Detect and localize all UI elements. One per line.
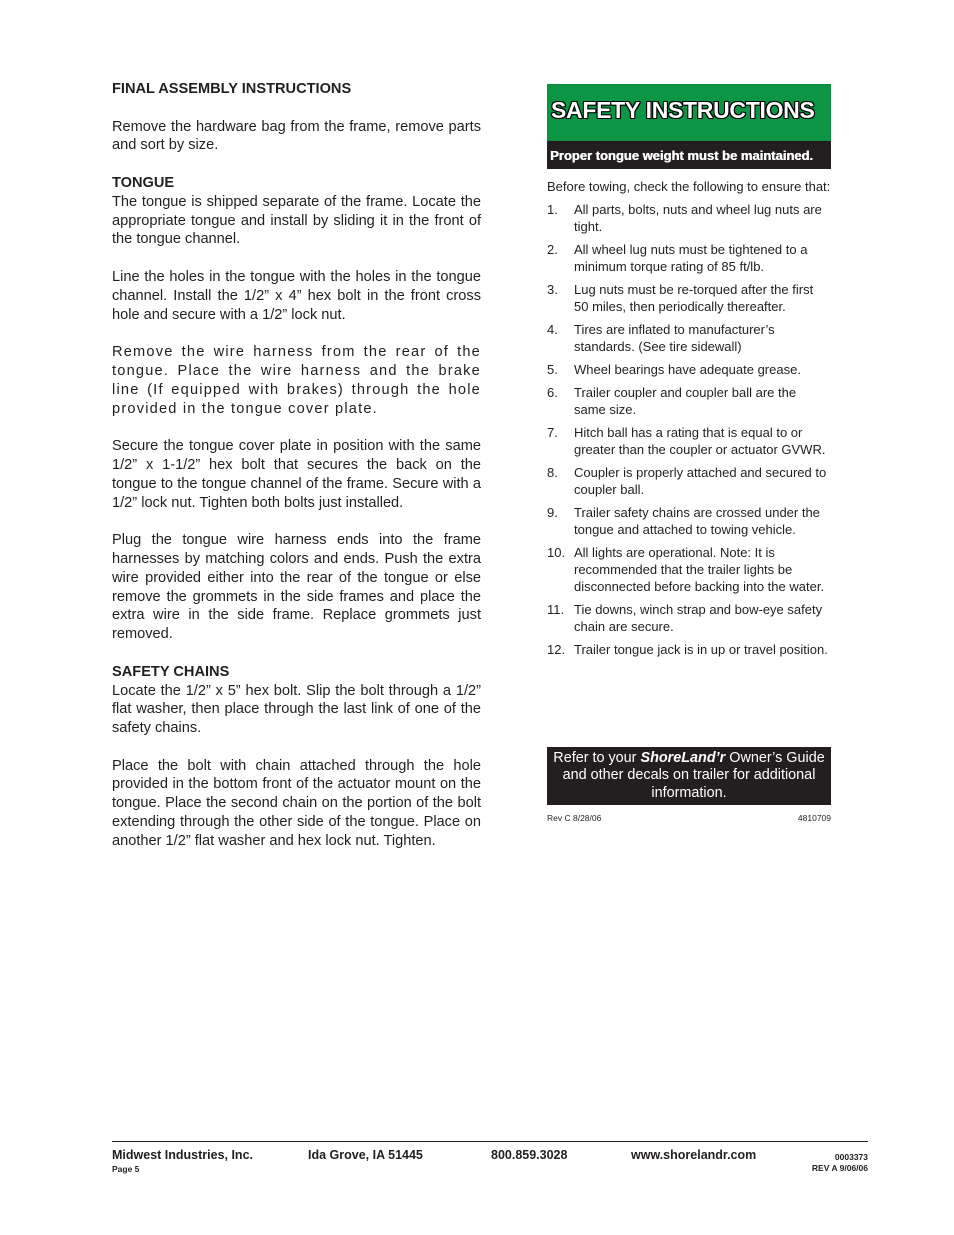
safety-check-item (547, 504, 831, 538)
check-number: 12. (547, 642, 566, 657)
hardware-paragraph: Remove the hardware bag from the frame, remove parts and sort by size. (112, 118, 481, 154)
check-number: 2. (547, 242, 558, 257)
safety-checklist (547, 201, 831, 658)
safety-check-item (547, 321, 831, 355)
document-revision: REV A 9/06/06 (811, 1162, 868, 1173)
refer-suffix: Owner’s Guide and other decals on trailer for additional information. (562, 749, 825, 801)
safety-check-item (547, 361, 831, 378)
check-number: 1. (547, 202, 558, 217)
check-text: Wheel bearings have adequate grease. (574, 362, 801, 377)
safety-check-item (547, 241, 831, 275)
check-text: Tires are inflated to manufacturer’s standards. (See tire sidewall) (574, 322, 775, 354)
refer-prefix: Refer to your (553, 749, 641, 766)
check-number: 7. (547, 425, 558, 440)
page-number: Page 5 (112, 1164, 140, 1174)
check-text: Lug nuts must be re-torqued after the first 50 miles, then periodically thereafter. (574, 282, 814, 314)
check-number: 4. (547, 322, 558, 337)
tongue-paragraph-5: Plug the tongue wire harness ends into the frame harnesses by matching colors and ends. Push the extra wire provided either into the rear of the tongue or else remove the grommets in the side frames and place the extra wire in the side frame. Replace grommets just removed. (112, 532, 481, 643)
check-number: 11. (547, 602, 565, 617)
safety-chains-heading: SAFETY CHAINS (112, 663, 230, 680)
brand-name: ShoreLand’r (640, 749, 726, 766)
check-number: 5. (547, 362, 558, 377)
check-text: Trailer safety chains are crossed under the tongue and attached to towing vehicle. (574, 505, 820, 537)
safety-subbanner (547, 141, 831, 169)
footer-city: Ida Grove, IA 51445 (308, 1148, 423, 1162)
safety-check-item (547, 384, 831, 418)
safety-title: SAFETY INSTRUCTIONS (551, 97, 815, 123)
check-text: Trailer tongue jack is in up or travel position. (574, 642, 828, 657)
footer-company: Midwest Industries, Inc. (112, 1148, 253, 1162)
safety-instructions-panel (547, 84, 831, 664)
tongue-paragraph-2: Line the holes in the tongue with the holes in the tongue channel. Install the 1/2” x 4” hex bolt in the front cross hole and secure with a 1/2” lock nut. (112, 268, 481, 323)
document-id (800, 1152, 868, 1173)
safety-check-item (547, 544, 831, 595)
safety-chains-paragraph-1: Locate the 1/2” x 5” hex bolt. Slip the bolt through a 1/2” flat washer, then place through the last link of one of the safety chains. (112, 682, 481, 737)
final-assembly-heading: FINAL ASSEMBLY INSTRUCTIONS (112, 81, 352, 97)
tongue-paragraph-3: Remove the wire harness from the rear of the tongue. Place the wire harness and the brake line (If equipped with brakes) through the hole provided in the tongue cover plate. (112, 344, 481, 417)
check-number: 8. (547, 465, 558, 480)
tongue-paragraph-4: Secure the tongue cover plate in position with the same 1/2” x 1-1/2” hex bolt that secures the back on the tongue to the tongue channel of the frame. Secure with a 1/2” lock nut. Tighten both bolts just installed. (112, 438, 481, 511)
check-number: 6. (547, 385, 558, 400)
tongue-heading: TONGUE (112, 174, 175, 191)
safety-chains-paragraph-2: Place the bolt with chain attached through the hole provided in the bottom front of the actuator mount on the tongue. Place the second chain on the portion of the bolt extending through the other side of the tongue. Place on another 1/2” flat washer and hex lock nut. Tighten. (112, 757, 481, 849)
check-text: Coupler is properly attached and secured to coupler ball. (574, 465, 827, 497)
check-text: All lights are operational. Note: It is recommended that the trailer lights be disconnected before backing into the water. (574, 545, 825, 594)
refer-notice (547, 747, 831, 805)
safety-check-item (547, 424, 831, 458)
check-text: Trailer coupler and coupler ball are the same size. (574, 385, 797, 417)
footer-website: www.shorelandr.com (631, 1148, 757, 1162)
safety-check-item (547, 281, 831, 315)
check-text: All parts, bolts, nuts and wheel lug nuts are tight. (574, 202, 822, 234)
document-number: 0003373 (834, 1152, 868, 1162)
check-number: 9. (547, 505, 558, 520)
safety-check-item (547, 601, 831, 635)
footer-divider (112, 1141, 868, 1142)
safety-check-item (547, 464, 831, 498)
refer-text (547, 750, 831, 802)
part-number: 4810709 (797, 813, 831, 823)
assembly-instructions-column (112, 80, 481, 851)
check-text: Tie downs, winch strap and bow-eye safety chain are secure. (574, 602, 823, 634)
tongue-paragraph-1: The tongue is shipped separate of the frame. Locate the appropriate tongue and install by sliding it in the front of the tongue channel. (112, 193, 481, 248)
check-number: 3. (547, 282, 558, 297)
check-text: All wheel lug nuts must be tightened to a minimum torque rating of 85 ft/lb. (574, 242, 808, 274)
revision-note: Rev C 8/28/06 (547, 813, 602, 823)
safety-check-item (547, 201, 831, 235)
safety-intro: Before towing, check the following to ensure that: (547, 179, 831, 194)
check-text: Hitch ball has a rating that is equal to or greater than the coupler or actuator GVWR. (574, 425, 826, 457)
footer-phone: 800.859.3028 (491, 1148, 568, 1162)
safety-banner (547, 84, 831, 141)
check-number: 10. (547, 545, 566, 560)
safety-subtitle: Proper tongue weight must be maintained. (550, 147, 813, 163)
safety-check-item (547, 641, 831, 658)
